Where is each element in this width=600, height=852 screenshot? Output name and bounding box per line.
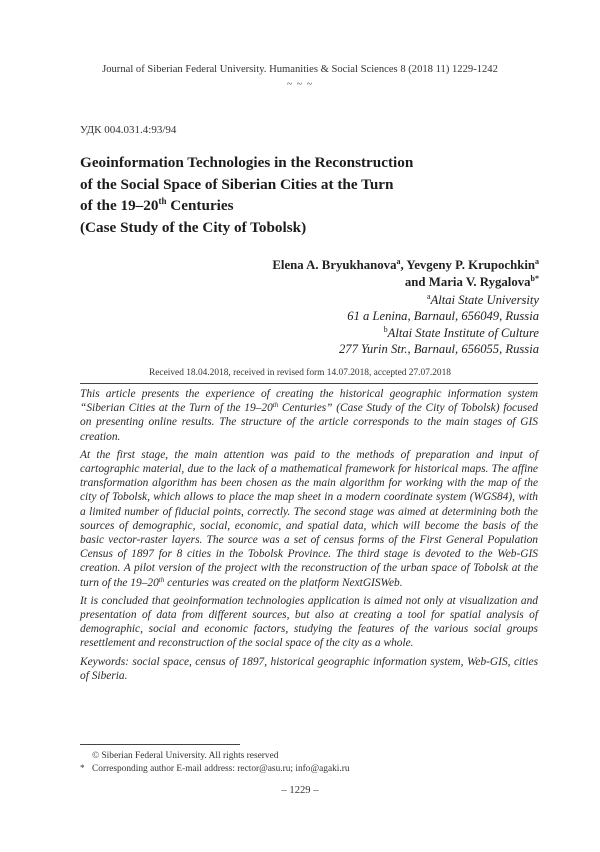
author-list <box>139 257 539 290</box>
title-line-4: (Case Study of the City of Tobolsk) <box>80 218 307 236</box>
title-line-1: Geoinformation Technologies in the Reconstruction <box>80 154 414 171</box>
copyright-footnote <box>80 751 278 761</box>
affiliation-b-name <box>139 325 539 341</box>
udk-code: УДК 004.031.4:93/94 <box>80 124 177 136</box>
author-affil-mark: a <box>396 257 401 266</box>
superscript: th <box>158 575 165 584</box>
journal-header: Journal of Siberian Federal University. Humanities & Social Sciences 8 (2018 11) 1229-1242 <box>102 64 498 75</box>
title-line-3 <box>80 195 480 217</box>
affiliation-a-name <box>139 292 539 308</box>
title-line-2: of the Social Space of Siberian Cities at the Turn <box>80 175 394 193</box>
received-dates: Received 18.04.2018, received in revised form 14.07.2018, accepted 27.07.2018 <box>149 368 451 378</box>
author-name: , Yevgeny P. Krupochkin <box>400 258 535 272</box>
abstract <box>80 387 538 687</box>
abstract-paragraph-3: It is concluded that geoinformation technologies application is aimed not only at visualization and presentation of data from different sources, but also at creating a tool for spatial analysis of demographic, social and economic factors, studying the features of the various social groups resettlement and reconstruction of the social space of the city as a whole. <box>80 594 538 650</box>
affil-institution: Altai State Institute of Culture <box>387 325 539 340</box>
page-number: – 1229 – <box>281 785 319 796</box>
abstract-text: Centuries” (Case Study of the City of Tobolsk) focused on presenting online results. The structure of the article corresponds to the main stages of GIS creation. <box>80 402 538 443</box>
author-name: and Maria V. Rygalova <box>404 274 531 289</box>
affiliations <box>139 292 539 358</box>
footnote-divider <box>80 744 240 745</box>
affiliation-a-address: 61 a Lenina, Barnaul, 656049, Russia <box>347 309 539 324</box>
author-name: Elena A. Bryukhanova <box>272 258 397 272</box>
affil-mark: b <box>383 324 388 334</box>
author-affil-mark: b* <box>530 273 539 283</box>
abstract-paragraph-1 <box>80 387 538 444</box>
author-affil-mark: a <box>535 257 539 266</box>
corresponding-author-text: Corresponding author E-mail address: rector@asu.ru; info@agaki.ru <box>92 764 350 774</box>
header-ornament: ~ ~ ~ <box>286 79 314 90</box>
author-line-1 <box>139 257 539 274</box>
article-title <box>80 152 480 238</box>
footnote-mark: * <box>80 764 85 774</box>
affil-institution: Altai State University <box>430 293 539 307</box>
affil-mark: a <box>427 292 431 301</box>
affiliation-b-address: 277 Yurin Str., Barnaul, 656055, Russia <box>338 342 539 357</box>
abstract-paragraph-2 <box>80 448 538 590</box>
divider-line <box>80 383 538 384</box>
title-superscript: th <box>158 196 167 207</box>
abstract-text: At the first stage, the main attention was paid to the methods of preparation and input of cartographic material, due to the lack of a mathematical framework for historical maps. The affine transformation algorithm has been chosen as the main algorithm for working with the map of the city of Tobolsk, which allows to place the map sheet in a modern coordinate system (WGS84), with a limited number of fiducial points, correctly. The second stage was aimed at determining both the sources of demographic, social, economic, and spatial data, which will become the basis of the basic vector-raster layers. The source was a set of census forms of the First General Population Census of 1897 for 8 cities in the Tobolsk Province. The third stage is devoted to the Web-GIS creation. A pilot version of the project with the reconstruction of the urban space of Tobolsk at the turn of the 19–20 <box>80 448 538 589</box>
corresponding-author-footnote <box>80 764 350 774</box>
superscript: th <box>272 401 279 410</box>
title-line-3-text: of the 19–20 <box>80 197 159 215</box>
author-line-2 <box>139 274 539 291</box>
keywords: Keywords: social space, census of 1897, historical geographic information system, Web-GIS, cities of Siberia. <box>80 655 538 682</box>
copyright-text: © Siberian Federal University. All rights reserved <box>92 751 279 761</box>
title-line-3-end: Centuries <box>166 197 234 215</box>
abstract-text: centuries was created on the platform NextGISWeb. <box>164 576 403 589</box>
abstract-text: This article presents the experience of creating the historical geographic information system “Siberian Cities at the Turn of the 19–20 <box>80 388 538 415</box>
